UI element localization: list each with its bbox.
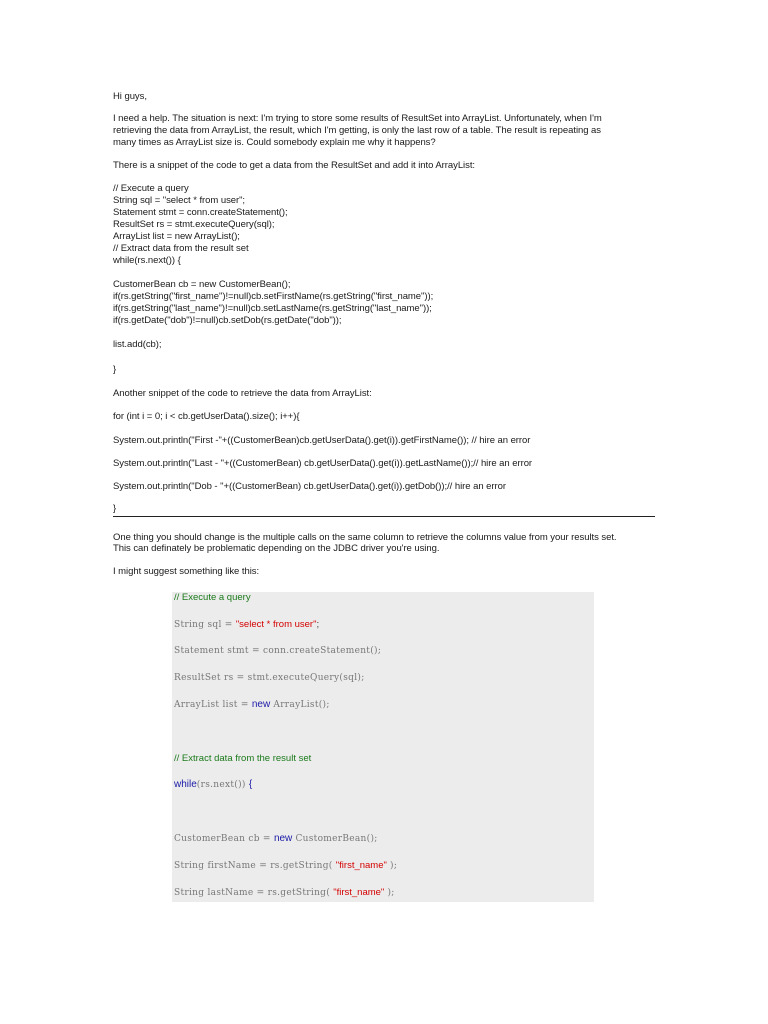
keyword: new	[251, 699, 271, 710]
code-line-lastname	[174, 887, 395, 899]
answer-line-2: This can definately be problematic depending on the JDBC driver you're using.	[113, 543, 440, 554]
code-text: String lastName = rs.getString(	[174, 888, 334, 898]
another-snippet-intro: Another snippet of the code to retrieve the data from ArrayList:	[113, 388, 372, 399]
code-line: while(rs.next()) {	[113, 255, 181, 266]
code-text: );	[384, 888, 395, 898]
code-block	[172, 592, 594, 902]
code-line: ResultSet rs = stmt.executeQuery(sql);	[113, 219, 275, 230]
code-text: Statement stmt = conn.createStatement();	[174, 646, 382, 656]
code-line: String sql = "select * from user";	[113, 195, 246, 206]
answer-line-1: One thing you should change is the multiple calls on the same column to retrieve the columns value from your results set.	[113, 532, 617, 543]
code-line-rs	[174, 672, 365, 684]
code-line-cb	[174, 833, 378, 845]
code-text: CustomerBean();	[292, 834, 378, 844]
code-text: (rs.next())	[196, 780, 249, 790]
code-line: // Extract data from the result set	[113, 243, 249, 254]
question-line-2: retrieving the data from ArrayList, the result, which I'm getting, is only the last row of a table. The result is repeating as	[113, 125, 601, 136]
snippet-intro: There is a snippet of the code to get a data from the ResultSet and add it into ArrayList:	[113, 160, 475, 171]
code-comment	[174, 753, 311, 765]
code-line: }	[113, 364, 117, 375]
code-line: if(rs.getString("last_name")!=null)cb.setLastName(rs.getString("last_name"));	[113, 303, 432, 314]
string-literal: "first_name"	[335, 860, 387, 871]
code-line-sql	[174, 619, 319, 631]
code-line: System.out.println("Last - "+((CustomerBean) cb.getUserData().get(i)).getLastName());// hire an error	[113, 458, 533, 469]
keyword: while	[174, 779, 197, 790]
keyword: new	[273, 833, 293, 844]
code-line: CustomerBean cb = new CustomerBean();	[113, 279, 291, 290]
code-text: ArrayList();	[270, 700, 330, 710]
code-line-while	[174, 779, 252, 791]
code-line: System.out.println("Dob - "+((CustomerBean) cb.getUserData().get(i)).getDob());// hire an error	[113, 481, 506, 492]
code-text: ;	[316, 619, 320, 630]
code-text: ArrayList list =	[174, 700, 252, 710]
code-comment	[174, 592, 251, 604]
section-divider	[113, 516, 655, 517]
code-line: }	[113, 503, 117, 514]
code-text: ResultSet rs = stmt.executeQuery(sql);	[174, 673, 365, 683]
comment-text: // Execute a query	[174, 592, 251, 603]
question-line-3: many times as ArrayList size is. Could somebody explain me why it happens?	[113, 137, 436, 148]
string-literal: "select * from user"	[235, 619, 317, 630]
question-line-1: I need a help. The situation is next: I'm trying to store some results of ResultSet into ArrayList. Unfortunately, when I'm	[113, 113, 602, 124]
code-text: );	[386, 861, 398, 871]
code-line: if(rs.getDate("dob")!=null)cb.setDob(rs.getDate("dob"));	[113, 315, 342, 326]
suggestion-text: I might suggest something like this:	[113, 566, 260, 577]
code-line: list.add(cb);	[113, 339, 162, 350]
code-line-list	[174, 699, 330, 711]
code-line: ArrayList list = new ArrayList();	[113, 231, 240, 242]
greeting: Hi guys,	[113, 91, 147, 102]
code-line: for (int i = 0; i < cb.getUserData().size(); i++){	[113, 411, 300, 422]
code-text: CustomerBean cb =	[174, 834, 274, 844]
code-line: Statement stmt = conn.createStatement();	[113, 207, 288, 218]
comment-text: // Extract data from the result set	[174, 753, 312, 764]
code-text: String firstName = rs.getString(	[174, 861, 336, 871]
code-line: System.out.println("First -"+((CustomerBean)cb.getUserData().get(i)).getFirstName()); // hire an error	[113, 435, 531, 446]
code-line-firstname	[174, 860, 397, 872]
code-text: String sql =	[174, 620, 236, 630]
code-line-stmt	[174, 645, 381, 657]
string-literal: "first_name"	[333, 887, 385, 898]
code-line: // Execute a query	[113, 183, 189, 194]
brace: {	[248, 779, 253, 790]
code-line: if(rs.getString("first_name")!=null)cb.setFirstName(rs.getString("first_name"));	[113, 291, 434, 302]
